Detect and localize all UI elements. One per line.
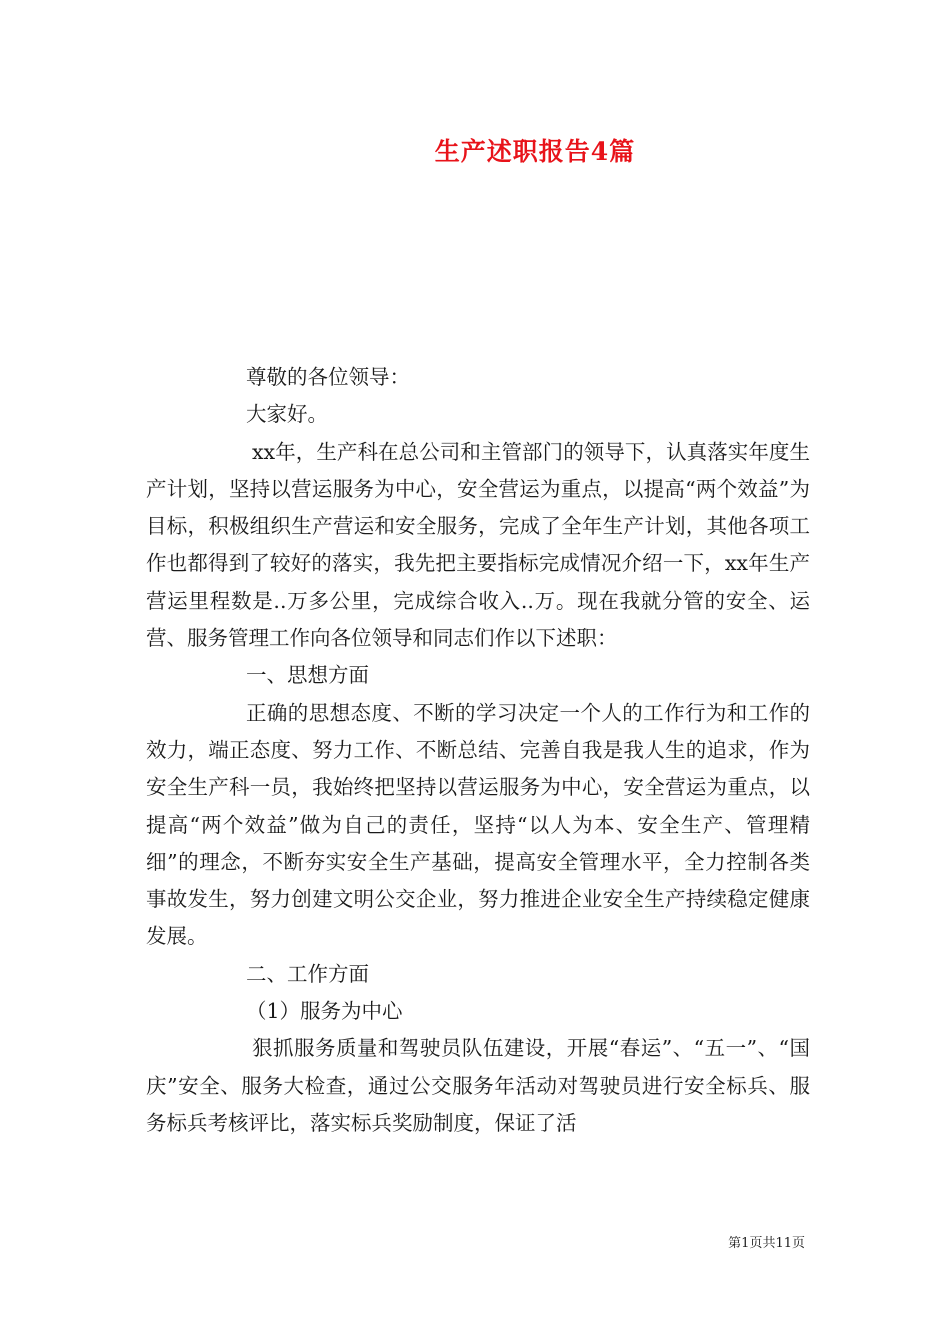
subsection-heading-service: （1）服务为中心 (246, 999, 403, 1024)
thought-paragraph: 正确的思想态度、不断的学习决定一个人的工作行为和工作的效力，端正态度、努力工作、不断总结、完善自我是我人生的追求，作为安全生产科一员，我始终把坚持以营运服务为中心，安全营运为重点，以提高“两个效益”做为自己的责任，坚持“以人为本、安全生产、管理精细”的理念，不断夯实安全生产基础，提高安全管理水平，全力控制各类事故发生，努力创建文明公交企业，努力推进企业安全生产持续稳定健康发展。 (146, 700, 810, 949)
document-body (146, 359, 810, 1142)
page-number: 第1页共11页 (728, 1236, 805, 1251)
section-heading-thought: 一、思想方面 (246, 663, 369, 688)
document-title: 生产述职报告4篇 (434, 137, 636, 166)
service-paragraph: 狠抓服务质量和驾驶员队伍建设，开展“春运”、“五一”、“国庆”安全、服务大检查，通过公交服务年活动对驾驶员进行安全标兵、服务标兵考核评比，落实标兵奖励制度，保证了活 (146, 1036, 810, 1135)
section-heading-work: 二、工作方面 (246, 961, 369, 986)
greeting: 大家好。 (246, 402, 328, 427)
intro-paragraph: xx年，生产科在总公司和主管部门的领导下，认真落实年度生产计划，坚持以营运服务为中心，安全营运为重点，以提高“两个效益”为目标，积极组织生产营运和安全服务，完成了全年生产计划，其他各项工作也都得到了较好的落实，我先把主要指标完成情况介绍一下，xx年生产营运里程数是..万多公里，完成综合收入..万。现在我就分管的安全、运营、服务管理工作向各位领导和同志们作以下述职： (146, 439, 810, 651)
salutation: 尊敬的各位领导： (246, 365, 410, 389)
